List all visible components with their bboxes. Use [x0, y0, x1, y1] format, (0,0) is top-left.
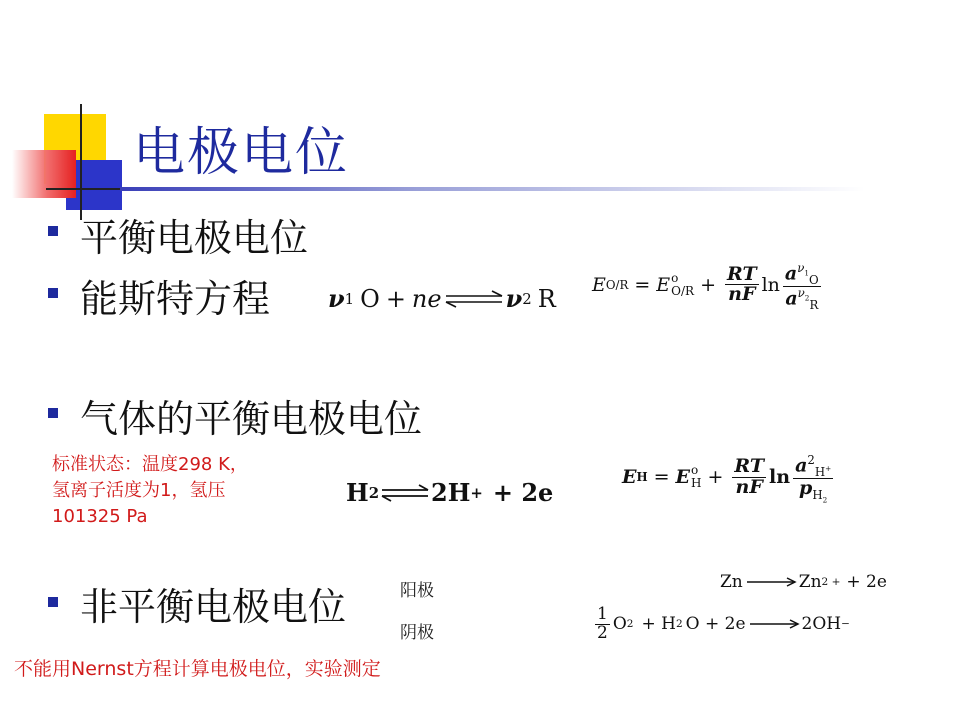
bullet-nernst-equation: 能斯特方程 [80, 277, 271, 321]
logo-vertical-line [80, 104, 82, 220]
one-half-fraction: $\frac{1}{2}$ [597, 604, 608, 643]
right-arrow-icon [743, 575, 799, 589]
equilibrium-arrow-icon [379, 483, 431, 503]
title-underline [120, 187, 865, 191]
bullet-equilibrium-potential: 平衡电极电位 [80, 216, 309, 260]
bullet-nonequilibrium-potential: 非平衡电极电位 [80, 585, 347, 629]
logo-red-square [12, 150, 76, 198]
hydrogen-potential-equation: E H = E o H + $\frac{RT}{nF}$ ln $\frac{a^2_{H^+}}{p_{H_2}}$ [622, 450, 836, 504]
bullet-marker [48, 226, 58, 236]
experimental-determination-note: 不能用Nernst方程计算电极电位，实验测定 [14, 658, 381, 680]
hydrogen-reaction: H 2 2H + + 2e [346, 478, 554, 507]
bullet-marker [48, 597, 58, 607]
rt-over-nf-fraction: $\frac{RT}{nF}$ [726, 262, 757, 306]
activity-pressure-fraction: $\frac{a^2_{H^+}}{p_{H_2}}$ [793, 450, 833, 504]
nernst-reaction: ν 1 O + ne ν 2 R [328, 284, 556, 313]
bullet-marker [48, 288, 58, 298]
anode-label: 阳极 [400, 581, 434, 601]
rt-over-nf-fraction: $\frac{RT}{nF}$ [734, 454, 765, 498]
equilibrium-arrow-icon [442, 289, 506, 309]
anode-reaction: Zn Zn 2 + + 2e [720, 572, 887, 592]
cathode-label: 阴极 [400, 623, 434, 643]
activity-fraction: $\frac{a^{\nu_1}_O}{a^{\nu_2}_R}$ [783, 258, 821, 312]
right-arrow-icon [746, 617, 802, 631]
nernst-equation: E O/R = E o O/R + $\frac{RT}{nF}$ ln $\frac{a^{\nu_1}_O}{a^{\nu_2}_R}$ [592, 258, 824, 312]
slide-title: 电极电位 [133, 123, 350, 183]
standard-state-note: 标准状态：温度298 K， 氢离子活度为1，氢压 101325 Pa [52, 454, 248, 527]
bullet-marker [48, 408, 58, 418]
cathode-reaction: $\frac{1}{2}$ O 2 + H 2 O + 2e 2OH − [597, 604, 850, 643]
bullet-gas-potential: 气体的平衡电极电位 [80, 397, 423, 441]
